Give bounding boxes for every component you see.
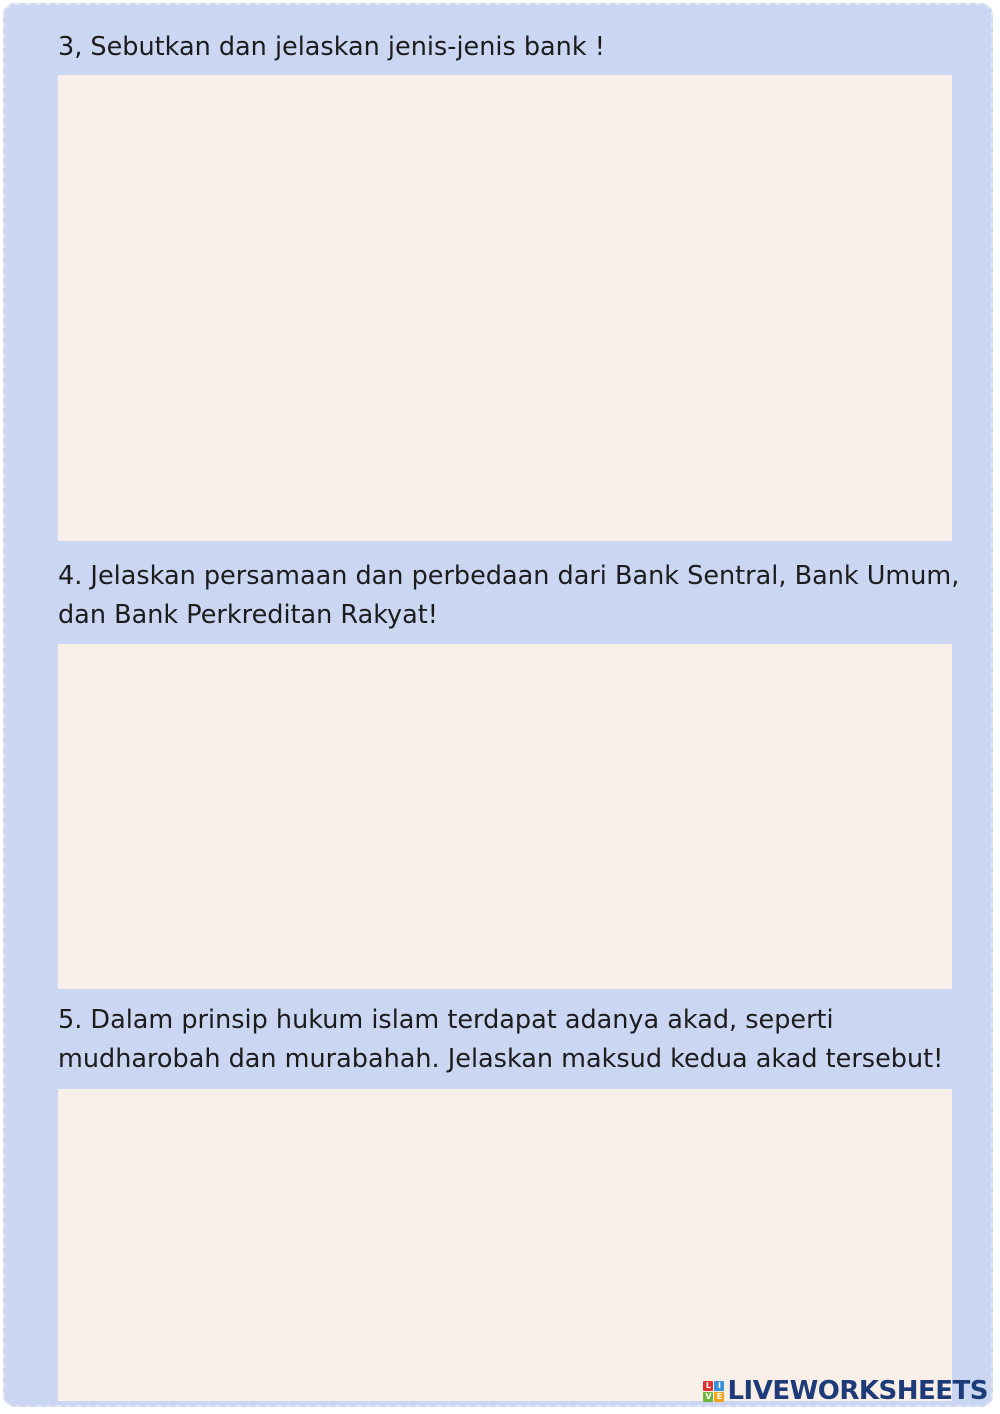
brand-name: LIVEWORKSHEETS: [727, 1376, 988, 1406]
answer-3-textarea[interactable]: [58, 75, 952, 541]
logo-letter-v: V: [705, 1391, 712, 1401]
logo-letter-i: I: [714, 1381, 724, 1391]
question-3-text: 3, Sebutkan dan jelaskan jenis-jenis bank !: [58, 32, 605, 62]
logo-letter-l: L: [703, 1381, 713, 1391]
answer-4-textarea[interactable]: [58, 644, 952, 989]
liveworksheets-logo-icon: [703, 1381, 724, 1402]
answer-5-textarea[interactable]: [58, 1089, 952, 1401]
question-5-text: 5. Dalam prinsip hukum islam terdapat adanya akad, seperti mudharobah dan murabahah. Jelaskan maksud kedua akad tersebut!: [58, 1005, 944, 1074]
liveworksheets-brand[interactable]: [703, 1376, 988, 1406]
question-4-text: 4. Jelaskan persamaan dan perbedaan dari Bank Sentral, Bank Umum, dan Bank Perkreditan Rakyat!: [58, 561, 960, 630]
worksheet-page: [3, 3, 993, 1407]
logo-letter-e: E: [714, 1392, 724, 1402]
